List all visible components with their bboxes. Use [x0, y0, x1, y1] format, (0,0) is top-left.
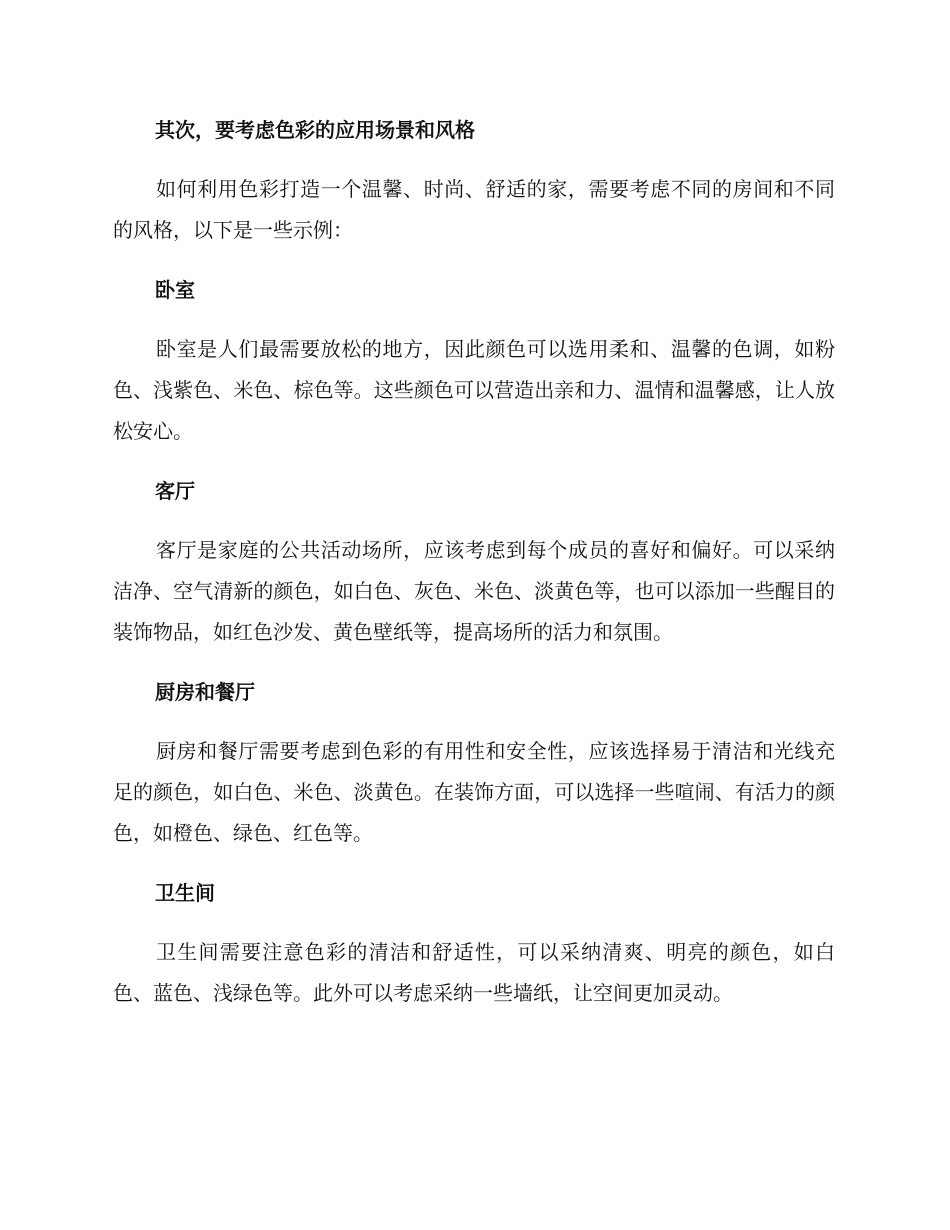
section-heading-living-room: 客厅	[155, 479, 195, 503]
section-paragraph-intro: 如何利用色彩打造一个温馨、时尚、舒适的家，需要考虑不同的房间和不同的风格，以下是一些示例：	[113, 177, 835, 242]
section-heading-kitchen-dining: 厨房和餐厅	[155, 680, 255, 704]
section-heading-bedroom: 卧室	[155, 278, 195, 302]
section-paragraph-kitchen-dining: 厨房和餐厅需要考虑到色彩的有用性和安全性，应该选择易于清洁和光线充足的颜色，如白色、米色、淡黄色。在装饰方面，可以选择一些喧闹、有活力的颜色，如橙色、绿色、红色等。	[113, 739, 835, 845]
section-heading-application-scenes: 其次，要考虑色彩的应用场景和风格	[155, 118, 475, 142]
section-paragraph-bedroom: 卧室是人们最需要放松的地方，因此颜色可以选用柔和、温馨的色调，如粉色、浅紫色、米色、棕色等。这些颜色可以营造出亲和力、温情和温馨感，让人放松安心。	[113, 337, 835, 443]
section-paragraph-living-room: 客厅是家庭的公共活动场所，应该考虑到每个成员的喜好和偏好。可以采纳洁净、空气清新的颜色，如白色、灰色、米色、淡黄色等，也可以添加一些醒目的装饰物品，如红色沙发、黄色壁纸等，提高场所的活力和氛围。	[113, 538, 835, 644]
section-paragraph-bathroom: 卫生间需要注意色彩的清洁和舒适性，可以采纳清爽、明亮的颜色，如白色、蓝色、浅绿色等。此外可以考虑采纳一些墙纸，让空间更加灵动。	[113, 940, 835, 1005]
section-heading-bathroom: 卫生间	[155, 881, 215, 905]
document-body	[113, 110, 835, 1033]
